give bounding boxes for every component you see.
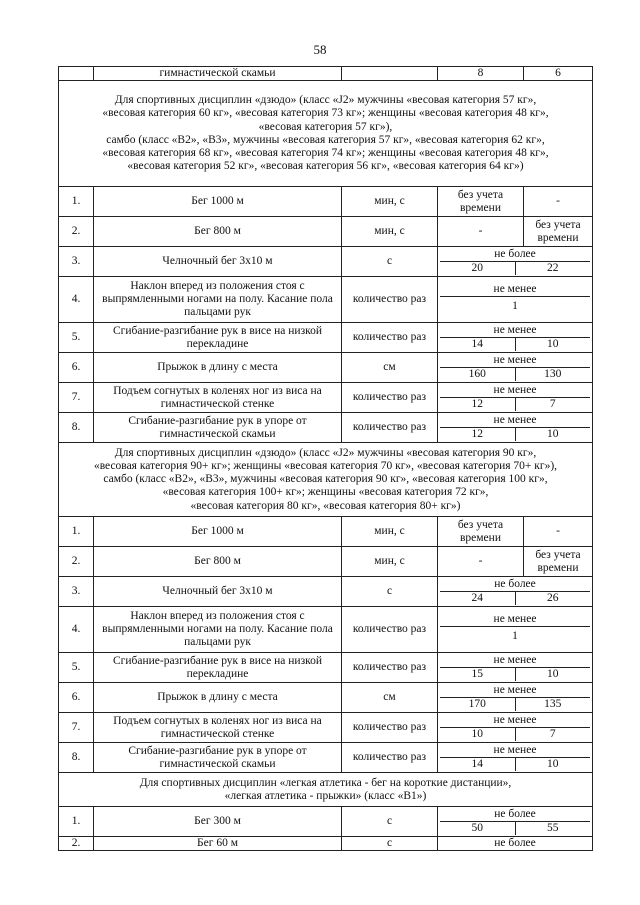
exercise-cell: Наклон вперед из положения стоя с выпрямленными ногами на полу. Касание пола пальцами рук [94, 277, 342, 323]
shared-value: 1 [512, 630, 518, 643]
section-header-line: «весовая категория 60 кг», «весовая категория 73 кг»; женщины «весовая категория 48 кг», [102, 107, 549, 120]
female-value: без учета времени [524, 217, 593, 247]
row-number: 3. [59, 577, 94, 607]
exercise-cell: Бег 1000 м [94, 187, 342, 217]
male-value: 15 [471, 668, 483, 681]
page-number: 58 [313, 42, 327, 57]
table-row [59, 577, 593, 607]
exercise-cell: Сгибание-разгибание рук в упоре от гимнастической скамьи [94, 743, 342, 773]
section-header-line: «легкая атлетика - прыжки» (класс «B1») [224, 789, 427, 802]
value-group [438, 413, 593, 443]
row-number: 5. [59, 323, 94, 353]
section-header-line: самбо (класс «B2», «B3», мужчины «весовая категория 90 кг», «весовая категория 100 кг», [103, 473, 548, 486]
row-number: 2. [59, 547, 94, 577]
value-group [438, 807, 593, 837]
section-header-line: «весовая категория 90+ кг»; женщины «весовая категория 70 кг», «весовая категория 70+ кг»), [93, 459, 558, 472]
section-header-line: «весовая категория 57 кг»), [258, 120, 393, 133]
exercise-cell: Бег 1000 м [94, 517, 342, 547]
table-row [59, 713, 593, 743]
male-value: 8 [438, 67, 524, 81]
value-group [438, 277, 593, 323]
female-value: 6 [524, 67, 593, 81]
male-value: 12 [471, 398, 483, 411]
female-value: - [524, 187, 593, 217]
row-number: 2. [59, 837, 94, 851]
row-number: 1. [59, 807, 94, 837]
section-header [59, 81, 593, 187]
condition-cell: не менее [440, 384, 590, 398]
condition-cell: не более [440, 578, 590, 592]
row-number: 3. [59, 247, 94, 277]
section-header-line: «весовая категория 68 кг», «весовая категория 74 кг»; женщины «весовая категория 48 кг», [102, 146, 549, 159]
condition-cell: не менее [440, 414, 590, 428]
value-group [438, 577, 593, 607]
unit-cell: см [342, 683, 438, 713]
value-group [438, 383, 593, 413]
section-header-row [59, 773, 593, 807]
condition-cell: не менее [440, 684, 590, 698]
row-number [59, 67, 94, 81]
table-row [59, 353, 593, 383]
male-value: 50 [471, 822, 483, 835]
unit-cell: мин, с [342, 217, 438, 247]
female-value: без учета времени [524, 547, 593, 577]
table-row [59, 807, 593, 837]
value-group [438, 743, 593, 773]
female-value: 22 [515, 262, 591, 275]
unit-cell: количество раз [342, 277, 438, 323]
unit-cell: количество раз [342, 413, 438, 443]
value-group [438, 247, 593, 277]
exercise-cell: Челночный бег 3х10 м [94, 247, 342, 277]
value-group [438, 323, 593, 353]
row-number: 6. [59, 683, 94, 713]
table-row [59, 837, 593, 851]
female-value: 10 [515, 758, 591, 771]
male-value: без учета времени [438, 517, 524, 547]
condition-cell: не более [440, 248, 590, 262]
female-value: 7 [515, 728, 591, 741]
female-value: 10 [515, 338, 591, 351]
condition-cell: не менее [440, 354, 590, 368]
section-header-line: «весовая категория 52 кг», «весовая категория 56 кг», «весовая категория 64 кг») [127, 160, 524, 173]
unit-cell: см [342, 353, 438, 383]
unit-cell: количество раз [342, 653, 438, 683]
exercise-cell: Бег 60 м [94, 837, 342, 851]
value-group [438, 607, 593, 653]
value-group [438, 653, 593, 683]
table-row [59, 247, 593, 277]
row-number: 1. [59, 187, 94, 217]
unit-cell: количество раз [342, 713, 438, 743]
unit-cell: количество раз [342, 383, 438, 413]
condition-cell: не менее [440, 744, 590, 758]
male-value: 24 [471, 592, 483, 605]
exercise-cell: Наклон вперед из положения стоя с выпрямленными ногами на полу. Касание пола пальцами рук [94, 607, 342, 653]
section-header [59, 443, 593, 517]
value-group [438, 683, 593, 713]
exercise-cell: Подъем согнутых в коленях ног из виса на гимнастической стенке [94, 713, 342, 743]
exercise-cell: Сгибание-разгибание рук в упоре от гимнастической скамьи [94, 413, 342, 443]
male-value: 12 [471, 428, 483, 441]
condition-cell: не менее [440, 714, 590, 728]
table-row [59, 323, 593, 353]
section-header-row [59, 443, 593, 517]
unit-cell: с [342, 837, 438, 851]
female-value: 7 [515, 398, 591, 411]
male-value: без учета времени [438, 187, 524, 217]
exercise-cell: Сгибание-разгибание рук в висе на низкой перекладине [94, 323, 342, 353]
table-row [59, 217, 593, 247]
unit-cell [342, 67, 438, 81]
male-value: 10 [471, 728, 483, 741]
table-row [59, 607, 593, 653]
unit-cell: мин, с [342, 187, 438, 217]
exercise-cell: Бег 300 м [94, 807, 342, 837]
table-row [59, 547, 593, 577]
unit-cell: количество раз [342, 323, 438, 353]
unit-cell: мин, с [342, 547, 438, 577]
unit-cell: с [342, 577, 438, 607]
table-row [59, 187, 593, 217]
row-number: 1. [59, 517, 94, 547]
unit-cell: мин, с [342, 517, 438, 547]
female-value: 10 [515, 668, 591, 681]
section-header-line: Для спортивных дисциплин «дзюдо» (класс «J2» мужчины «весовая категория 90 кг», [114, 446, 537, 459]
table-row [59, 683, 593, 713]
shared-value: 1 [512, 300, 518, 313]
exercise-cell: Бег 800 м [94, 217, 342, 247]
row-number: 6. [59, 353, 94, 383]
exercise-cell: гимнастической скамьи [94, 67, 342, 81]
female-value: 135 [515, 698, 591, 711]
table-row [59, 517, 593, 547]
exercise-cell: Прыжок в длину с места [94, 353, 342, 383]
exercise-cell: Челночный бег 3х10 м [94, 577, 342, 607]
row-number: 7. [59, 713, 94, 743]
section-header-line: Для спортивных дисциплин «легкая атлетика - бег на короткие дистанции», [139, 776, 512, 789]
female-value: 10 [515, 428, 591, 441]
standards-table [58, 66, 593, 851]
row-number: 5. [59, 653, 94, 683]
condition-cell: не более [438, 837, 593, 851]
row-number: 7. [59, 383, 94, 413]
exercise-cell: Сгибание-разгибание рук в висе на низкой перекладине [94, 653, 342, 683]
condition-cell: не менее [440, 613, 590, 627]
value-group [438, 713, 593, 743]
male-value: 14 [471, 758, 483, 771]
condition-cell: не менее [440, 324, 590, 338]
male-value: 20 [471, 262, 483, 275]
female-value: 55 [515, 822, 591, 835]
female-value: 130 [515, 368, 591, 381]
condition-cell: не менее [440, 283, 590, 297]
table-row [59, 383, 593, 413]
female-value: 26 [515, 592, 591, 605]
section-header-line: «весовая категория 80 кг», «весовая категория 80+ кг») [190, 499, 461, 512]
row-number: 4. [59, 607, 94, 653]
section-header-row [59, 81, 593, 187]
row-number: 4. [59, 277, 94, 323]
section-header-line: Для спортивных дисциплин «дзюдо» (класс «J2» мужчины «весовая категория 57 кг», [114, 94, 537, 107]
male-value: - [438, 547, 524, 577]
male-value: 160 [468, 368, 486, 381]
section-header [59, 773, 593, 807]
unit-cell: с [342, 247, 438, 277]
female-value: - [524, 517, 593, 547]
male-value: 14 [471, 338, 483, 351]
unit-cell: количество раз [342, 607, 438, 653]
male-value: - [438, 217, 524, 247]
condition-cell: не более [440, 808, 590, 822]
row-number: 2. [59, 217, 94, 247]
table-row [59, 653, 593, 683]
exercise-cell: Бег 800 м [94, 547, 342, 577]
table-row [59, 743, 593, 773]
row-number: 8. [59, 413, 94, 443]
table-row [59, 413, 593, 443]
unit-cell: с [342, 807, 438, 837]
value-group [438, 353, 593, 383]
continuation-row [59, 67, 593, 81]
exercise-cell: Прыжок в длину с места [94, 683, 342, 713]
section-header-line: самбо (класс «B2», «B3», мужчины «весовая категория 57 кг», «весовая категория 62 кг», [106, 133, 545, 146]
table-row [59, 277, 593, 323]
section-header-line: «весовая категория 100+ кг»; женщины «весовая категория 72 кг», [162, 486, 489, 499]
unit-cell: количество раз [342, 743, 438, 773]
exercise-cell: Подъем согнутых в коленях ног из виса на гимнастической стенке [94, 383, 342, 413]
male-value: 170 [468, 698, 486, 711]
row-number: 8. [59, 743, 94, 773]
condition-cell: не менее [440, 654, 590, 668]
